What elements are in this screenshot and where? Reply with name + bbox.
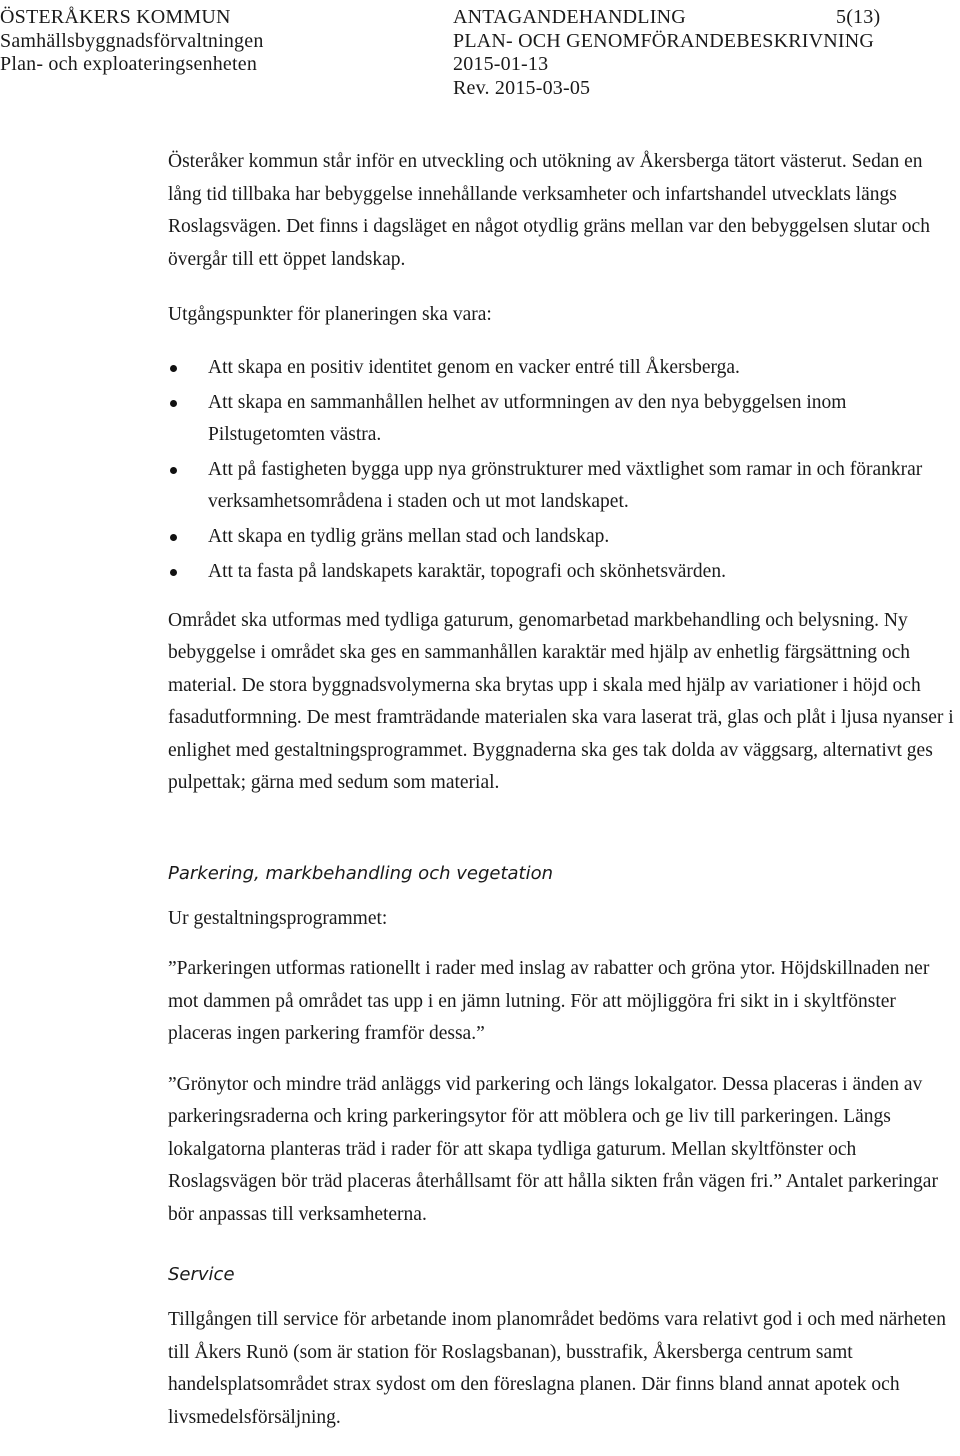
unit-name: Plan- och exploateringsenheten xyxy=(0,53,258,75)
header-left xyxy=(0,6,264,77)
header-middle xyxy=(453,6,874,100)
document-type: PLAN- OCH GENOMFÖRANDEBESKRIVNING xyxy=(453,29,875,52)
document-body xyxy=(168,146,954,1434)
document-date: 2015-01-13 xyxy=(453,53,549,75)
goals-lead: Utgångspunkter för planeringen ska vara: xyxy=(168,304,492,325)
parking-source: Ur gestaltningsprogrammet: xyxy=(168,907,388,929)
design-paragraph: Området ska utformas med tydliga gaturum, genomarbetad markbehandling och belysning. Ny bebyggelse i området ska ges en sammanhållen karaktär med hjälp av enhetlig färgsättning och material. De stora byggnadsvolymerna ska brytas upp i skala med hjälp av variationer i höjd och fasadutformning. De mest framträdande materialen ska vara laserat trä, glas och plåt i ljusa nyanser i enlighet med gestaltningsprogrammet. Byggnaderna ska ges tak dolda av väggsarg, alternativt ges pulpettak; gärna med sedum som material. xyxy=(168,609,954,793)
service-heading: Service xyxy=(168,1264,235,1285)
goal-item: Att skapa en positiv identitet genom en vacker entré till Åkersberga. xyxy=(168,352,954,384)
goal-item: Att ta fasta på landskapets karaktär, topografi och skönhetsvärden. xyxy=(168,556,954,588)
page-number: 5(13) xyxy=(836,6,881,28)
header-right xyxy=(836,6,880,30)
service-paragraph: Tillgången till service för arbetande inom planområdet bedöms vara relativt god i och med närheten till Åkers Runö (som är station för Roslagsbanan), busstrafik, Åkersberga centrum samt handelsplatsområdet strax sydost om den föreslagna planen. Där finns bland annat apotek och livsmedelsförsäljning. xyxy=(168,1309,946,1428)
goal-item: Att skapa en sammanhållen helhet av utformningen av den nya bebyggelsen inom Pilstugetomten västra. xyxy=(168,387,954,451)
goal-item: Att på fastigheten bygga upp nya grönstrukturer med växtlighet som ramar in och förankrar verksamhetsområdena i staden och ut mot landskapet. xyxy=(168,454,954,518)
parking-quote-1: ”Parkeringen utformas rationellt i rader med inslag av rabatter och gröna ytor. Höjdskillnaden ner mot dammen på området tas upp i en jämn lutning. För att möjliggöra fri sikt in i skyltfönster placeras ingen parkering framför dessa.” xyxy=(168,958,930,1044)
department-name: Samhällsbyggnadsförvaltningen xyxy=(0,29,264,52)
intro-paragraph: Österåker kommun står inför en utveckling och utökning av Åkersberga tätort västerut. Sedan en lång tid tillbaka har bebyggelse innehållande verksamheter och infartshandel utvecklats längs Roslagsvägen. Det finns i dagsläget en något otydlig gräns mellan var den bebyggelsen slutar och övergår till ett öppet landskap. xyxy=(168,151,930,270)
org-name: ÖSTERÅKERS KOMMUN xyxy=(0,6,231,28)
parking-heading: Parkering, markbehandling och vegetation xyxy=(168,862,554,884)
goals-list xyxy=(168,352,954,588)
document-status: ANTAGANDEHANDLING xyxy=(453,6,686,28)
parking-quote-2: ”Grönytor och mindre träd anläggs vid parkering och längs lokalgator. Dessa placeras i änden av parkeringsraderna och kring parkeringsytor för att möblera och ge liv till parkeringen. Längs lokalgatorna planteras träd i rader för att skapa tydliga gaturum. Mellan skyltfönster och Roslagsvägen bör träd placeras återhållsamt för att hålla sikten från vägen fri.” Antalet parkeringar bör anpassas till verksamheterna. xyxy=(168,1073,938,1225)
document-revision: Rev. 2015-03-05 xyxy=(453,76,591,99)
goal-item: Att skapa en tydlig gräns mellan stad och landskap. xyxy=(168,521,954,553)
